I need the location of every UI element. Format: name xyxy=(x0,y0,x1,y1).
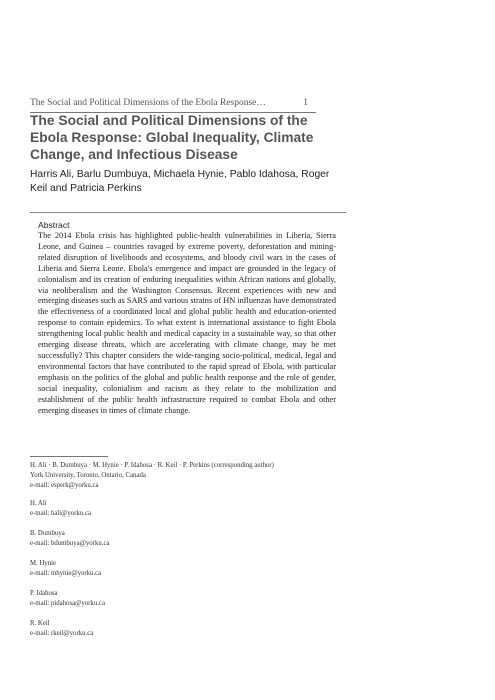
affiliation-item xyxy=(30,499,350,519)
affiliation-item xyxy=(30,619,350,639)
affiliation-name: P. Idahosa xyxy=(30,590,58,597)
footnote-divider xyxy=(30,456,108,457)
affiliation-item xyxy=(30,529,350,549)
affiliation-email[interactable]: e-mail: esperk@yorku.ca xyxy=(30,482,99,489)
affiliation-email[interactable]: e-mail: rkeil@yorku.ca xyxy=(30,630,94,637)
affiliation-name: H. Ali xyxy=(30,500,47,507)
running-header-title: The Social and Political Dimensions of the Ebola Response… xyxy=(30,98,266,108)
chapter-title: The Social and Political Dimensions of the Ebola Response: Global Inequality, Climate Change, and Infectious Disease xyxy=(30,113,314,162)
affiliation-name: B. Dumbuya xyxy=(30,530,65,537)
affiliation-item xyxy=(30,559,350,579)
affiliations xyxy=(30,461,350,649)
affiliation-main xyxy=(30,461,350,491)
affiliation-email[interactable]: e-mail: bdumbuya@yorku.ca xyxy=(30,540,110,547)
abstract-section xyxy=(30,212,346,415)
affiliation-item xyxy=(30,589,350,609)
abstract-heading: Abstract xyxy=(38,220,70,230)
affiliation-institution: York University, Toronto, Ontario, Canada xyxy=(30,472,146,479)
author-list: Harris Ali, Barlu Dumbuya, Michaela Hynie, Pablo Idahosa, Roger Keil and Patricia Perkins xyxy=(30,169,330,194)
affiliation-email[interactable]: e-mail: mhynie@yorku.ca xyxy=(30,570,102,577)
affiliation-name: R. Keil xyxy=(30,620,50,627)
affiliation-email[interactable]: e-mail: pidahosa@yorku.ca xyxy=(30,600,105,607)
affiliation-authors: H. Ali · B. Dumbuya · M. Hynie · P. Idahosa · R. Keil · P. Perkins (corresponding author) xyxy=(30,462,274,469)
running-header xyxy=(30,98,316,113)
affiliation-name: M. Hynie xyxy=(30,560,57,567)
affiliation-email[interactable]: e-mail: hali@yorku.ca xyxy=(30,510,91,517)
page-number: 1 xyxy=(303,98,308,108)
abstract-text: The 2014 Ebola crisis has highlighted public-health vulnerabilities in Liberia, Sierra Leone, and Guinea – countries ravaged by extreme poverty, deforestation and mining-related disruption of livelihoods and ecosystems, and bloody civil wars in the cases of Liberia and Sierra Leone. Ebola's emergence and impact are grounded in the legacy of colonialism and its creation of enduring inequalities within African nations and globally, via neoliberalism and the Washington Consensus. Recent experiences with new and emerging diseases such as SARS and various strains of HN influenzas have demonstrated the effectiveness of a coordinated local and global public health and education-oriented response to contain epidemics. To what extent is international assistance to fight Ebola strengthening local public health and medical capacity in a sustainable way, so that other emerging disease threats, which are accelerating with climate change, may be met successfully? This chapter considers the wide-ranging socio-political, medical, legal and environmental factors that have contributed to the rapid spread of Ebola, with particular emphasis on the politics of the global and public health response and the role of gender, social inequality, colonialism and racism as they relate to the mobilization and establishment of the public health infrastructure required to combat Ebola and other emerging diseases in times of climate change. xyxy=(38,231,336,415)
